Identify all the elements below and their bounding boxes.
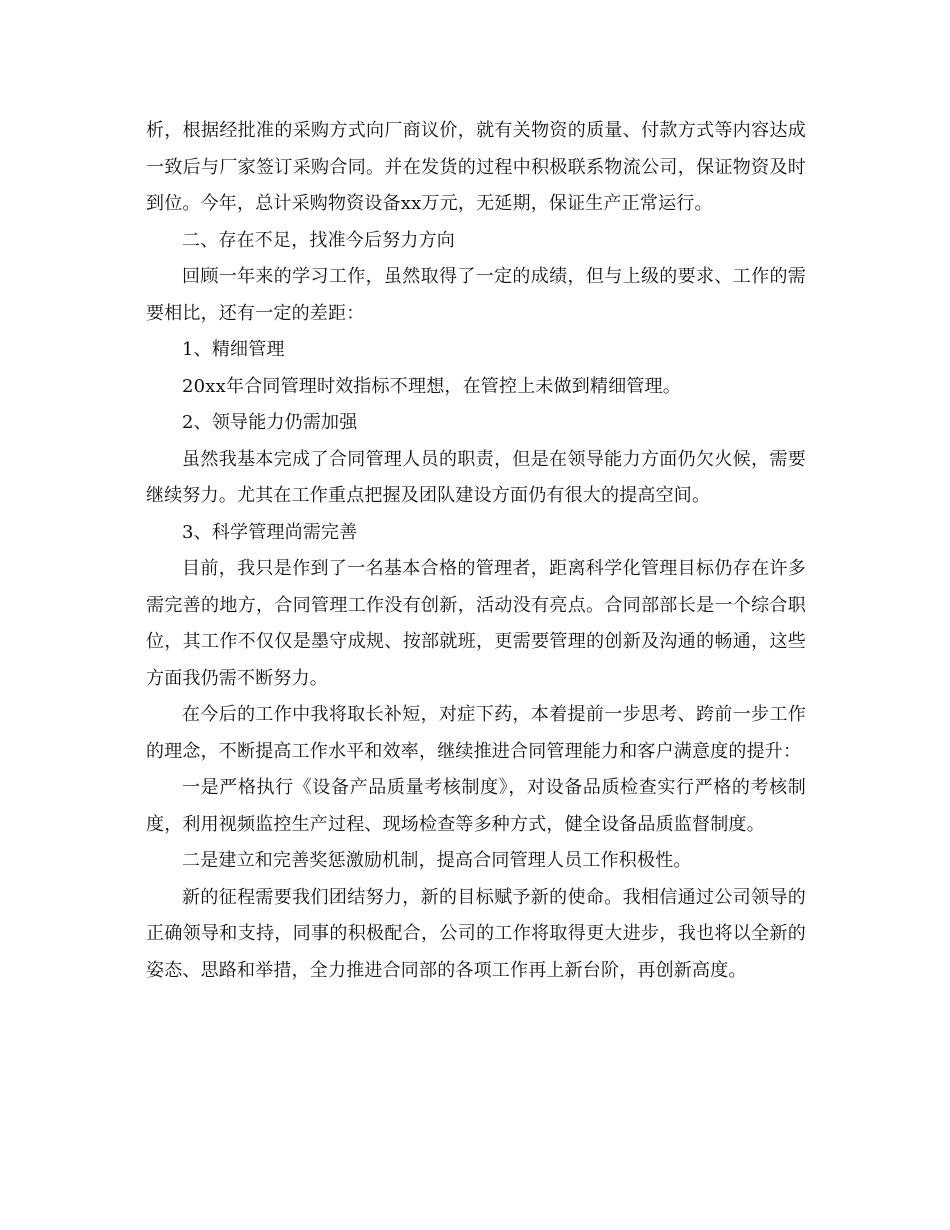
paragraph-scientific-management: 目前，我只是作到了一名基本合格的管理者，距离科学化管理目标仍存在许多需完善的地方，合同管理工作没有创新，活动没有亮点。合同部部长是一个综合职位，其工作不仅仅是墨守成规、按部就班，更需要管理的创新及沟通的畅通，这些方面我仍需不断努力。 — [146, 558, 806, 689]
subheading-scientific-management: 3、科学管理尚需完善 — [182, 521, 358, 543]
subheading-leadership: 2、领导能力仍需加强 — [182, 412, 358, 433]
paragraph-fine-management: 20xx年合同管理时效指标不理想，在管控上未做到精细管理。 — [182, 375, 682, 397]
paragraph-conclusion: 新的征程需要我们团结努力，新的目标赋予新的使命。我相信通过公司领导的正确领导和支持，同事的积极配合，公司的工作将取得更大进步，我也将以全新的姿态、思路和举措，全力推进合同部的各项工作再上新台阶，再创新高度。 — [146, 886, 806, 981]
paragraph-incentive-mechanism: 二是建立和完善奖惩激励机制，提高合同管理人员工作积极性。 — [182, 850, 692, 871]
paragraph-quality-assessment: 一是严格执行《设备产品质量考核制度》，对设备品质检查实行严格的考核制度，利用视频监控生产过程、现场检查等多种方式，健全设备品质监督制度。 — [146, 777, 806, 835]
paragraph-procurement-continued: 析，根据经批准的采购方式向厂商议价，就有关物资的质量、付款方式等内容达成一致后与厂家签订采购合同。并在发货的过程中积极联系物流公司，保证物资及时到位。今年，总计采购物资设备xx万元，无延期，保证生产正常运行。 — [146, 120, 806, 214]
section-heading-shortcomings: 二、存在不足，找准今后努力方向 — [182, 229, 455, 251]
paragraph-leadership: 虽然我基本完成了合同管理人员的职责，但是在领导能力方面仍欠火候，需要继续努力。尤其在工作重点把握及团队建设方面仍有很大的提高空间。 — [146, 448, 806, 506]
subheading-fine-management: 1、精细管理 — [182, 339, 285, 360]
document-body — [146, 113, 806, 989]
paragraph-review: 回顾一年来的学习工作，虽然取得了一定的成绩，但与上级的要求、工作的需要相比，还有一定的差距： — [146, 266, 806, 324]
paragraph-future-plan: 在今后的工作中我将取长补短，对症下药，本着提前一步思考、跨前一步工作的理念，不断提高工作水平和效率，继续推进合同管理能力和客户满意度的提升： — [146, 704, 806, 762]
